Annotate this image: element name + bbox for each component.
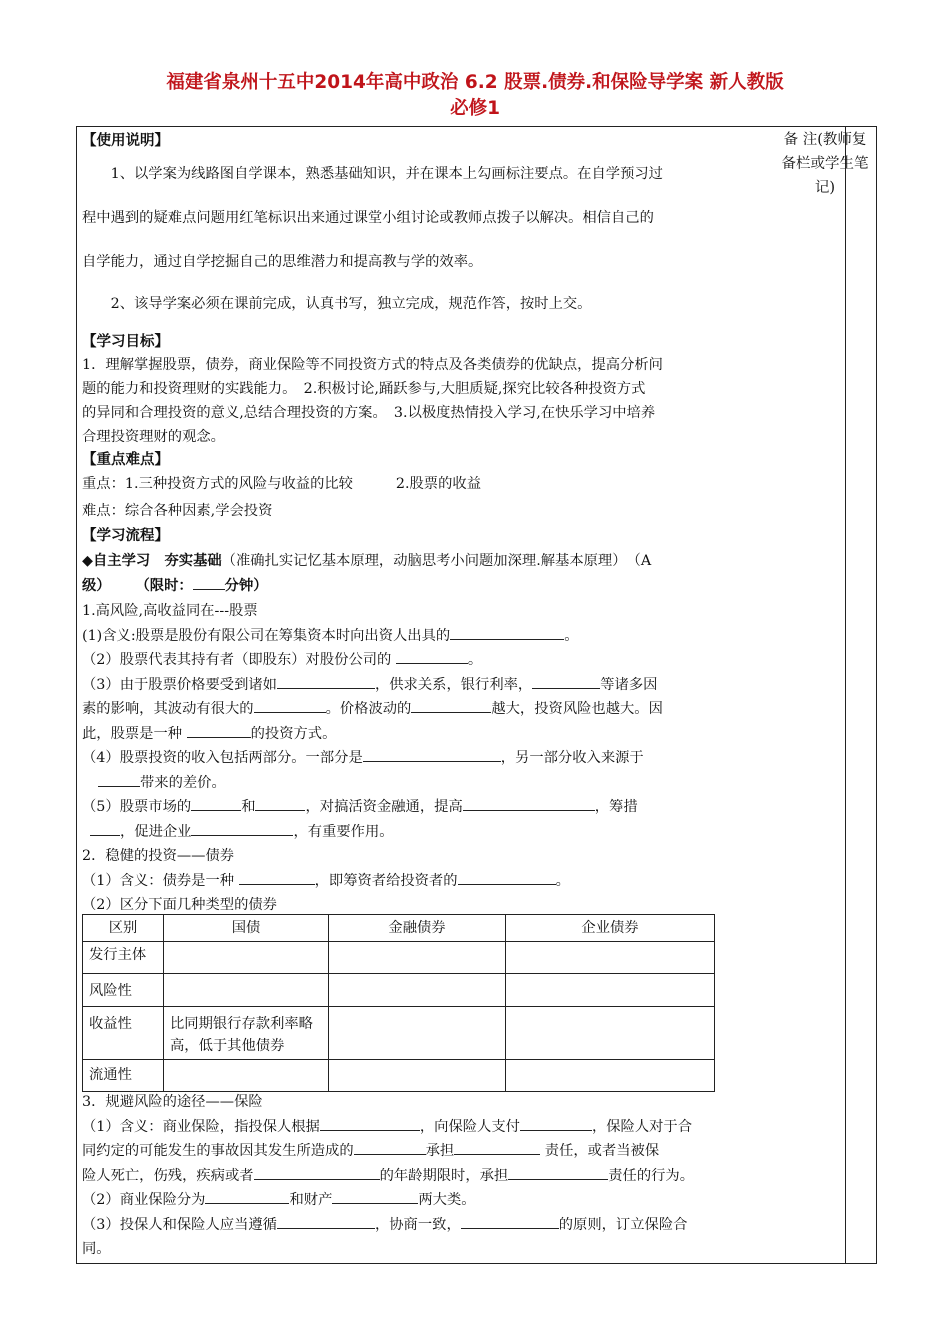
stock-q5-blank-5[interactable]: [191, 821, 293, 836]
table-cell[interactable]: 比同期银行存款利率略高，低于其他债券: [164, 1007, 329, 1060]
stock-q3-text-c: 等诸多因: [600, 676, 658, 693]
insurance-q1-text-h: 的年龄期限时，承担: [379, 1167, 509, 1184]
table-cell[interactable]: [164, 1060, 329, 1092]
usage-paragraph-1: [82, 152, 772, 284]
stock-q1-blank[interactable]: [450, 625, 564, 640]
insurance-q1-text-i: 责任的行为。: [608, 1167, 695, 1184]
insurance-section: [82, 1090, 772, 1262]
table-header-cell: 企业债券: [506, 915, 715, 942]
table-row: [83, 1007, 715, 1060]
stock-q1: [82, 624, 772, 649]
stock-q4-line-1: [82, 746, 772, 771]
bond-title: 2．稳健的投资——债券: [82, 848, 235, 864]
stock-q1-text: (1)含义:股票是股份有限公司在筹集资本时向出资人出具的: [82, 627, 451, 644]
insurance-q1-text-f: 责任，或者当被保: [540, 1143, 660, 1159]
time-suffix: 分钟）: [224, 578, 268, 594]
table-cell[interactable]: [329, 1007, 506, 1060]
flow-header: 【学习流程】: [82, 528, 169, 544]
stock-q3-blank-2[interactable]: [532, 674, 600, 689]
stock-q5-blank-3[interactable]: [463, 796, 595, 811]
stock-q3-blank-1[interactable]: [277, 674, 375, 689]
table-cell[interactable]: [329, 1060, 506, 1092]
table-header-cell: 国债: [164, 915, 329, 942]
usage-header: 【使用说明】: [82, 133, 169, 149]
stock-q5-line-2: [82, 820, 772, 845]
table-cell[interactable]: [506, 942, 715, 974]
stock-section: [82, 599, 772, 918]
stock-q3-text-d: 素的影响，其波动有很大的: [82, 701, 254, 717]
key-difficulty: 难点：综合各种因素,学会投资: [82, 503, 273, 519]
insurance-q1-blank-1[interactable]: [320, 1116, 420, 1131]
insurance-q1-line-1: [82, 1115, 772, 1140]
table-cell[interactable]: [164, 942, 329, 974]
document-title: [60, 70, 890, 122]
bond-q1-text-c: 。: [555, 872, 570, 889]
self-study-line: [82, 549, 772, 574]
insurance-q2: [82, 1188, 772, 1213]
stock-q3-text-f: 越大，投资风险也越大。因: [491, 701, 663, 717]
title-line-2: 必修1: [450, 98, 500, 119]
usage-line-1: 1、以学案为线路图自学课本，熟悉基础知识，并在课本上勾画标注要点。在自学预习过: [110, 166, 663, 182]
insurance-q3-blank-2[interactable]: [461, 1214, 559, 1229]
table-header-row: [83, 915, 715, 942]
stock-q3-line-3: [82, 722, 772, 747]
row-label: 流通性: [83, 1060, 164, 1092]
row-label: 收益性: [83, 1007, 164, 1060]
usage-line-3: 自学能力，通过自学挖掘自己的思维潜力和提高教与学的效率。: [82, 254, 483, 270]
insurance-q1-text-c: ，保险人对于合: [591, 1118, 693, 1135]
insurance-q2-text-b: 和财产: [289, 1192, 333, 1208]
insurance-q1-text-d: 同约定的可能发生的事故因其发生所造成的: [82, 1143, 354, 1159]
insurance-q3-blank-1[interactable]: [277, 1214, 375, 1229]
table-header-cell: 区别: [83, 915, 164, 942]
stock-q3-text-a: （3）由于股票价格要受到诸如: [82, 676, 277, 693]
title-line-1: 福建省泉州十五中2014年高中政治 6.2 股票.债券.和保险导学案 新人教版: [166, 72, 784, 93]
insurance-q3-text-c: 的原则，订立保险合: [558, 1216, 688, 1233]
insurance-q2-text-a: （2）商业保险分为: [82, 1192, 206, 1208]
stock-q3-text-e: 。价格波动的: [325, 701, 412, 717]
insurance-q1-line-3: [82, 1164, 772, 1189]
usage-line-2: 程中遇到的疑难点问题用红笔标识出来通过课堂小组讨论或教师点拨子以解决。相信自己的: [82, 210, 654, 226]
key-header: 【重点难点】: [82, 452, 169, 468]
stock-q5-blank-1[interactable]: [191, 796, 241, 811]
stock-q3-blank-5[interactable]: [187, 723, 251, 738]
stock-q3-text-g: 此，股票是一种: [82, 725, 187, 742]
table-cell[interactable]: [506, 1060, 715, 1092]
time-prefix: （限时：: [135, 578, 193, 594]
row-label: 发行主体: [83, 942, 164, 974]
insurance-title: 3．规避风险的途径——保险: [82, 1094, 263, 1110]
stock-q2-blank[interactable]: [396, 649, 468, 664]
stock-q2: [82, 648, 772, 673]
stock-q4-text-c: 带来的差价。: [140, 774, 226, 791]
insurance-q2-blank-2[interactable]: [332, 1189, 418, 1204]
bond-q2: （2）区分下面几种类型的债券: [82, 897, 277, 913]
row-label: 风险性: [83, 974, 164, 1007]
insurance-q1-blank-6[interactable]: [508, 1165, 608, 1180]
stock-q3-line-2: [82, 697, 772, 722]
self-study-desc: （准确扎实记忆基本原理，动脑思考小问题加深理.解基本原理） （A: [221, 553, 652, 569]
stock-q4-blank-2[interactable]: [98, 772, 140, 787]
table-cell[interactable]: [506, 1007, 715, 1060]
stock-q3-text-h: 的投资方式。: [250, 725, 337, 742]
stock-q5-text-f: ，有重要作用。: [293, 823, 394, 840]
stock-q4-text-a: （4）股票投资的收入包括两部分。一部分是: [82, 750, 363, 766]
stock-q5-text-d: ，筹措: [594, 799, 638, 815]
goals-line-2: 题的能力和投资理财的实践能力。 2.积极讨论,踊跃参与,大胆质疑,探究比较各种投资方式: [82, 381, 646, 397]
stock-q5-text-e: ，促进企业: [120, 823, 192, 840]
table-row: [83, 974, 715, 1007]
stock-q4-text-b: ，另一部分收入来源于: [500, 750, 644, 766]
notes-column: [845, 127, 878, 1263]
bond-q1-blank-2[interactable]: [458, 870, 556, 885]
stock-q4-line-2: [82, 771, 772, 796]
stock-q2-text: （2）股票代表其持有者（即股东）对股份公司的: [82, 652, 396, 668]
stock-q3-blank-4[interactable]: [411, 698, 491, 713]
table-header-cell: 金融债券: [329, 915, 506, 942]
insurance-q1-blank-5[interactable]: [254, 1165, 380, 1180]
main-content: [82, 127, 772, 918]
stock-q5-text-a: （5）股票市场的: [82, 799, 192, 815]
stock-q4-blank-1[interactable]: [363, 747, 501, 762]
bond-q1: [82, 869, 772, 894]
table-cell[interactable]: [329, 942, 506, 974]
usage-line-4: 2、该导学案必须在课前完成，认真书写，独立完成，规范作答，按时上交。: [110, 296, 592, 312]
stock-q5-text-b: 和: [241, 799, 256, 815]
stock-q2-end: 。: [467, 652, 483, 668]
key-focus: 重点：1.三种投资方式的风险与收益的比较 2.股票的收益: [82, 476, 481, 492]
time-limit-line: [82, 574, 772, 599]
insurance-q1-text-b: ，向保险人支付: [419, 1118, 520, 1135]
goals-line-4: 合理投资理财的观念。: [82, 429, 225, 445]
insurance-q3-text-b: ，协商一致，: [374, 1216, 461, 1233]
goals-line-3: 的异同和合理投资的意义,总结合理投资的方案。 3.以极度热情投入学习,在快乐学习中培养: [82, 405, 656, 421]
insurance-q1-blank-4[interactable]: [454, 1140, 540, 1155]
level-label: 级）: [82, 578, 111, 594]
insurance-q1-blank-3[interactable]: [354, 1140, 426, 1155]
insurance-q3-text-a: （3）投保人和保险人应当遵循: [82, 1216, 277, 1233]
insurance-q1-text-a: （1）含义：商业保险，指投保人根据: [82, 1118, 320, 1135]
stock-q5-line-1: [82, 795, 772, 820]
insurance-q3-line-1: [82, 1213, 772, 1238]
table-row: [83, 1060, 715, 1092]
table-cell[interactable]: [164, 974, 329, 1007]
table-row: [83, 942, 715, 974]
bond-q1-text-a: （1）含义：债券是一种: [82, 872, 239, 889]
stock-q5-blank-4[interactable]: [90, 821, 120, 836]
insurance-q1-text-g: 险人死亡，伤残，疾病或者: [82, 1167, 254, 1184]
time-blank[interactable]: [193, 575, 225, 590]
side-note: 备 注(教师复备栏或学生笔记): [781, 132, 869, 196]
stock-title: 1.高风险,高收益同在---股票: [82, 603, 258, 619]
bond-comparison-table: [82, 914, 715, 1092]
insurance-q1-line-2: [82, 1139, 772, 1164]
goals-header: 【学习目标】: [82, 334, 169, 350]
table-cell[interactable]: [329, 974, 506, 1007]
stock-q3-blank-3[interactable]: [254, 698, 326, 713]
insurance-q3-line-2: 同。: [82, 1241, 111, 1257]
self-study-title: ◆自主学习 夯实基础: [82, 553, 222, 569]
table-cell[interactable]: [506, 974, 715, 1007]
bond-q1-blank-1[interactable]: [239, 870, 315, 885]
bond-q1-text-b: ，即筹资者给投资者的: [314, 872, 458, 889]
stock-q5-blank-2[interactable]: [255, 796, 305, 811]
insurance-q2-text-c: 两大类。: [418, 1192, 476, 1208]
insurance-q2-blank-1[interactable]: [205, 1189, 289, 1204]
stock-q3-line-1: [82, 673, 772, 698]
stock-q5-text-c: ，对搞活资金融通，提高: [305, 799, 463, 815]
insurance-q1-text-e: 承担: [425, 1143, 455, 1159]
stock-q3-text-b: ，供求关系，银行利率，: [374, 676, 533, 693]
insurance-q1-blank-2[interactable]: [520, 1116, 592, 1131]
stock-q1-end: 。: [564, 627, 579, 644]
goals-line-1: 1．理解掌握股票，债券，商业保险等不同投资方式的特点及各类债券的优缺点，提高分析问: [82, 357, 663, 373]
